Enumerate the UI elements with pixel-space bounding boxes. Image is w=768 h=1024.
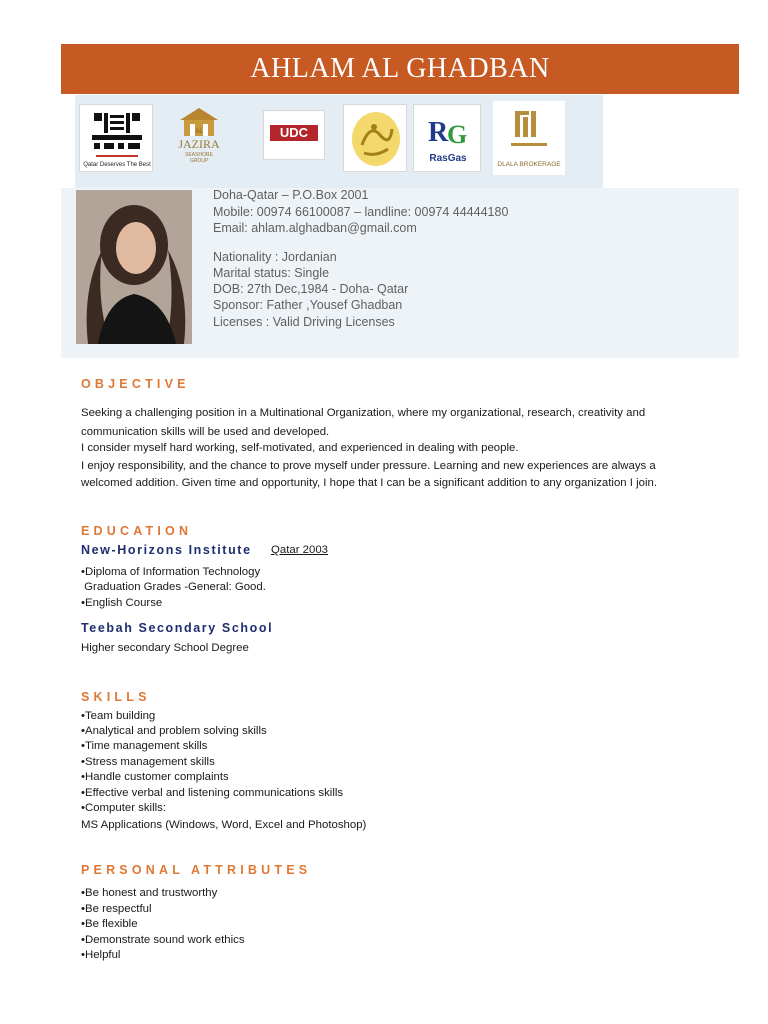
logo-small-word: AL xyxy=(195,129,203,135)
contact-licenses: Licenses : Valid Driving Licenses xyxy=(213,315,395,329)
gold-calligraphy-icon xyxy=(344,105,407,172)
qatar-deserves-logo xyxy=(79,104,153,172)
logo-word: UDC xyxy=(270,125,318,141)
udc-logo xyxy=(263,110,325,160)
contact-nationality: Nationality : Jordanian xyxy=(213,250,337,264)
education-line: •English Course xyxy=(81,597,163,609)
education-line: Graduation Grades -General: Good. xyxy=(81,581,266,593)
objective-line: I consider myself hard working, self-motivated, and experienced in dealing with people. xyxy=(81,442,519,454)
rasgas-logo xyxy=(413,104,481,172)
dlala-logo xyxy=(493,101,565,175)
objective-line: communication skills will be used and developed. xyxy=(81,426,330,438)
institute-name: New-Horizons Institute xyxy=(81,543,252,557)
skill-item: •Effective verbal and listening communications skills xyxy=(81,787,344,799)
attribute-item: •Be honest and trustworthy xyxy=(81,887,218,899)
logo-strip xyxy=(75,95,603,188)
skill-item: •Team building xyxy=(81,710,156,722)
attribute-item: •Be flexible xyxy=(81,918,138,930)
contact-dob: DOB: 27th Dec,1984 - Doha- Qatar xyxy=(213,282,409,296)
objective-line: Seeking a challenging position in a Multinational Organization, where my organizational, research, creativity and xyxy=(81,407,646,419)
contact-email[interactable]: Email: ahlam.alghadban@gmail.com xyxy=(213,221,417,235)
logo-caption: Qatar Deserves The Best xyxy=(83,162,151,168)
rg-mark-icon xyxy=(414,105,481,155)
education-line: Higher secondary School Degree xyxy=(81,642,249,654)
objective-line: I enjoy responsibility, and the chance to prove myself under pressure. Learning and new experiences are always a xyxy=(81,460,656,472)
skill-item: •Stress management skills xyxy=(81,756,215,768)
logo-caption: DLALA BROKERAGE xyxy=(497,161,561,168)
objective-title: OBJECTIVE xyxy=(81,377,190,391)
logo-caption: SEASHORE GROUP xyxy=(185,152,213,164)
contact-sponsor: Sponsor: Father ,Yousef Ghadban xyxy=(213,298,403,312)
logo-word: JAZIRA xyxy=(178,137,220,151)
logo-word: RasGas xyxy=(429,153,467,164)
school-name: Teebah Secondary School xyxy=(81,621,274,635)
al-jazira-logo xyxy=(176,104,222,172)
contact-marital: Marital status: Single xyxy=(213,266,330,280)
contact-address: Doha-Qatar – P.O.Box 2001 xyxy=(213,188,369,202)
attributes-title: PERSONAL ATTRIBUTES xyxy=(81,863,312,877)
skill-item: •Computer skills: xyxy=(81,802,167,814)
skill-item: •Time management skills xyxy=(81,740,208,752)
skill-item: •Analytical and problem solving skills xyxy=(81,725,267,737)
skill-item: •Handle customer complaints xyxy=(81,771,229,783)
dlala-emblem-icon xyxy=(493,101,565,151)
name-header: AHLAM AL GHADBAN xyxy=(61,44,739,94)
attribute-item: •Helpful xyxy=(81,949,121,961)
education-title: EDUCATION xyxy=(81,524,193,538)
svg-text:R: R xyxy=(428,117,449,148)
attribute-item: •Demonstrate sound work ethics xyxy=(81,934,245,946)
education-line: •Diploma of Information Technology xyxy=(81,566,261,578)
svg-text:G: G xyxy=(447,120,468,149)
institute-location: Qatar 2003 xyxy=(271,544,328,556)
portrait-figure-icon xyxy=(76,190,192,344)
objective-line: welcomed addition. Given time and opportunity, I hope that I can be a significant addition to any organization I join. xyxy=(81,477,658,489)
skill-item: MS Applications (Windows, Word, Excel and Photoshop) xyxy=(81,819,367,831)
attribute-item: •Be respectful xyxy=(81,903,152,915)
contact-mobile: Mobile: 00974 66100087 – landline: 00974 44444180 xyxy=(213,205,509,219)
skills-title: SKILLS xyxy=(81,690,151,704)
arabic-calligraphy-logo xyxy=(343,104,407,172)
profile-photo xyxy=(76,190,192,344)
